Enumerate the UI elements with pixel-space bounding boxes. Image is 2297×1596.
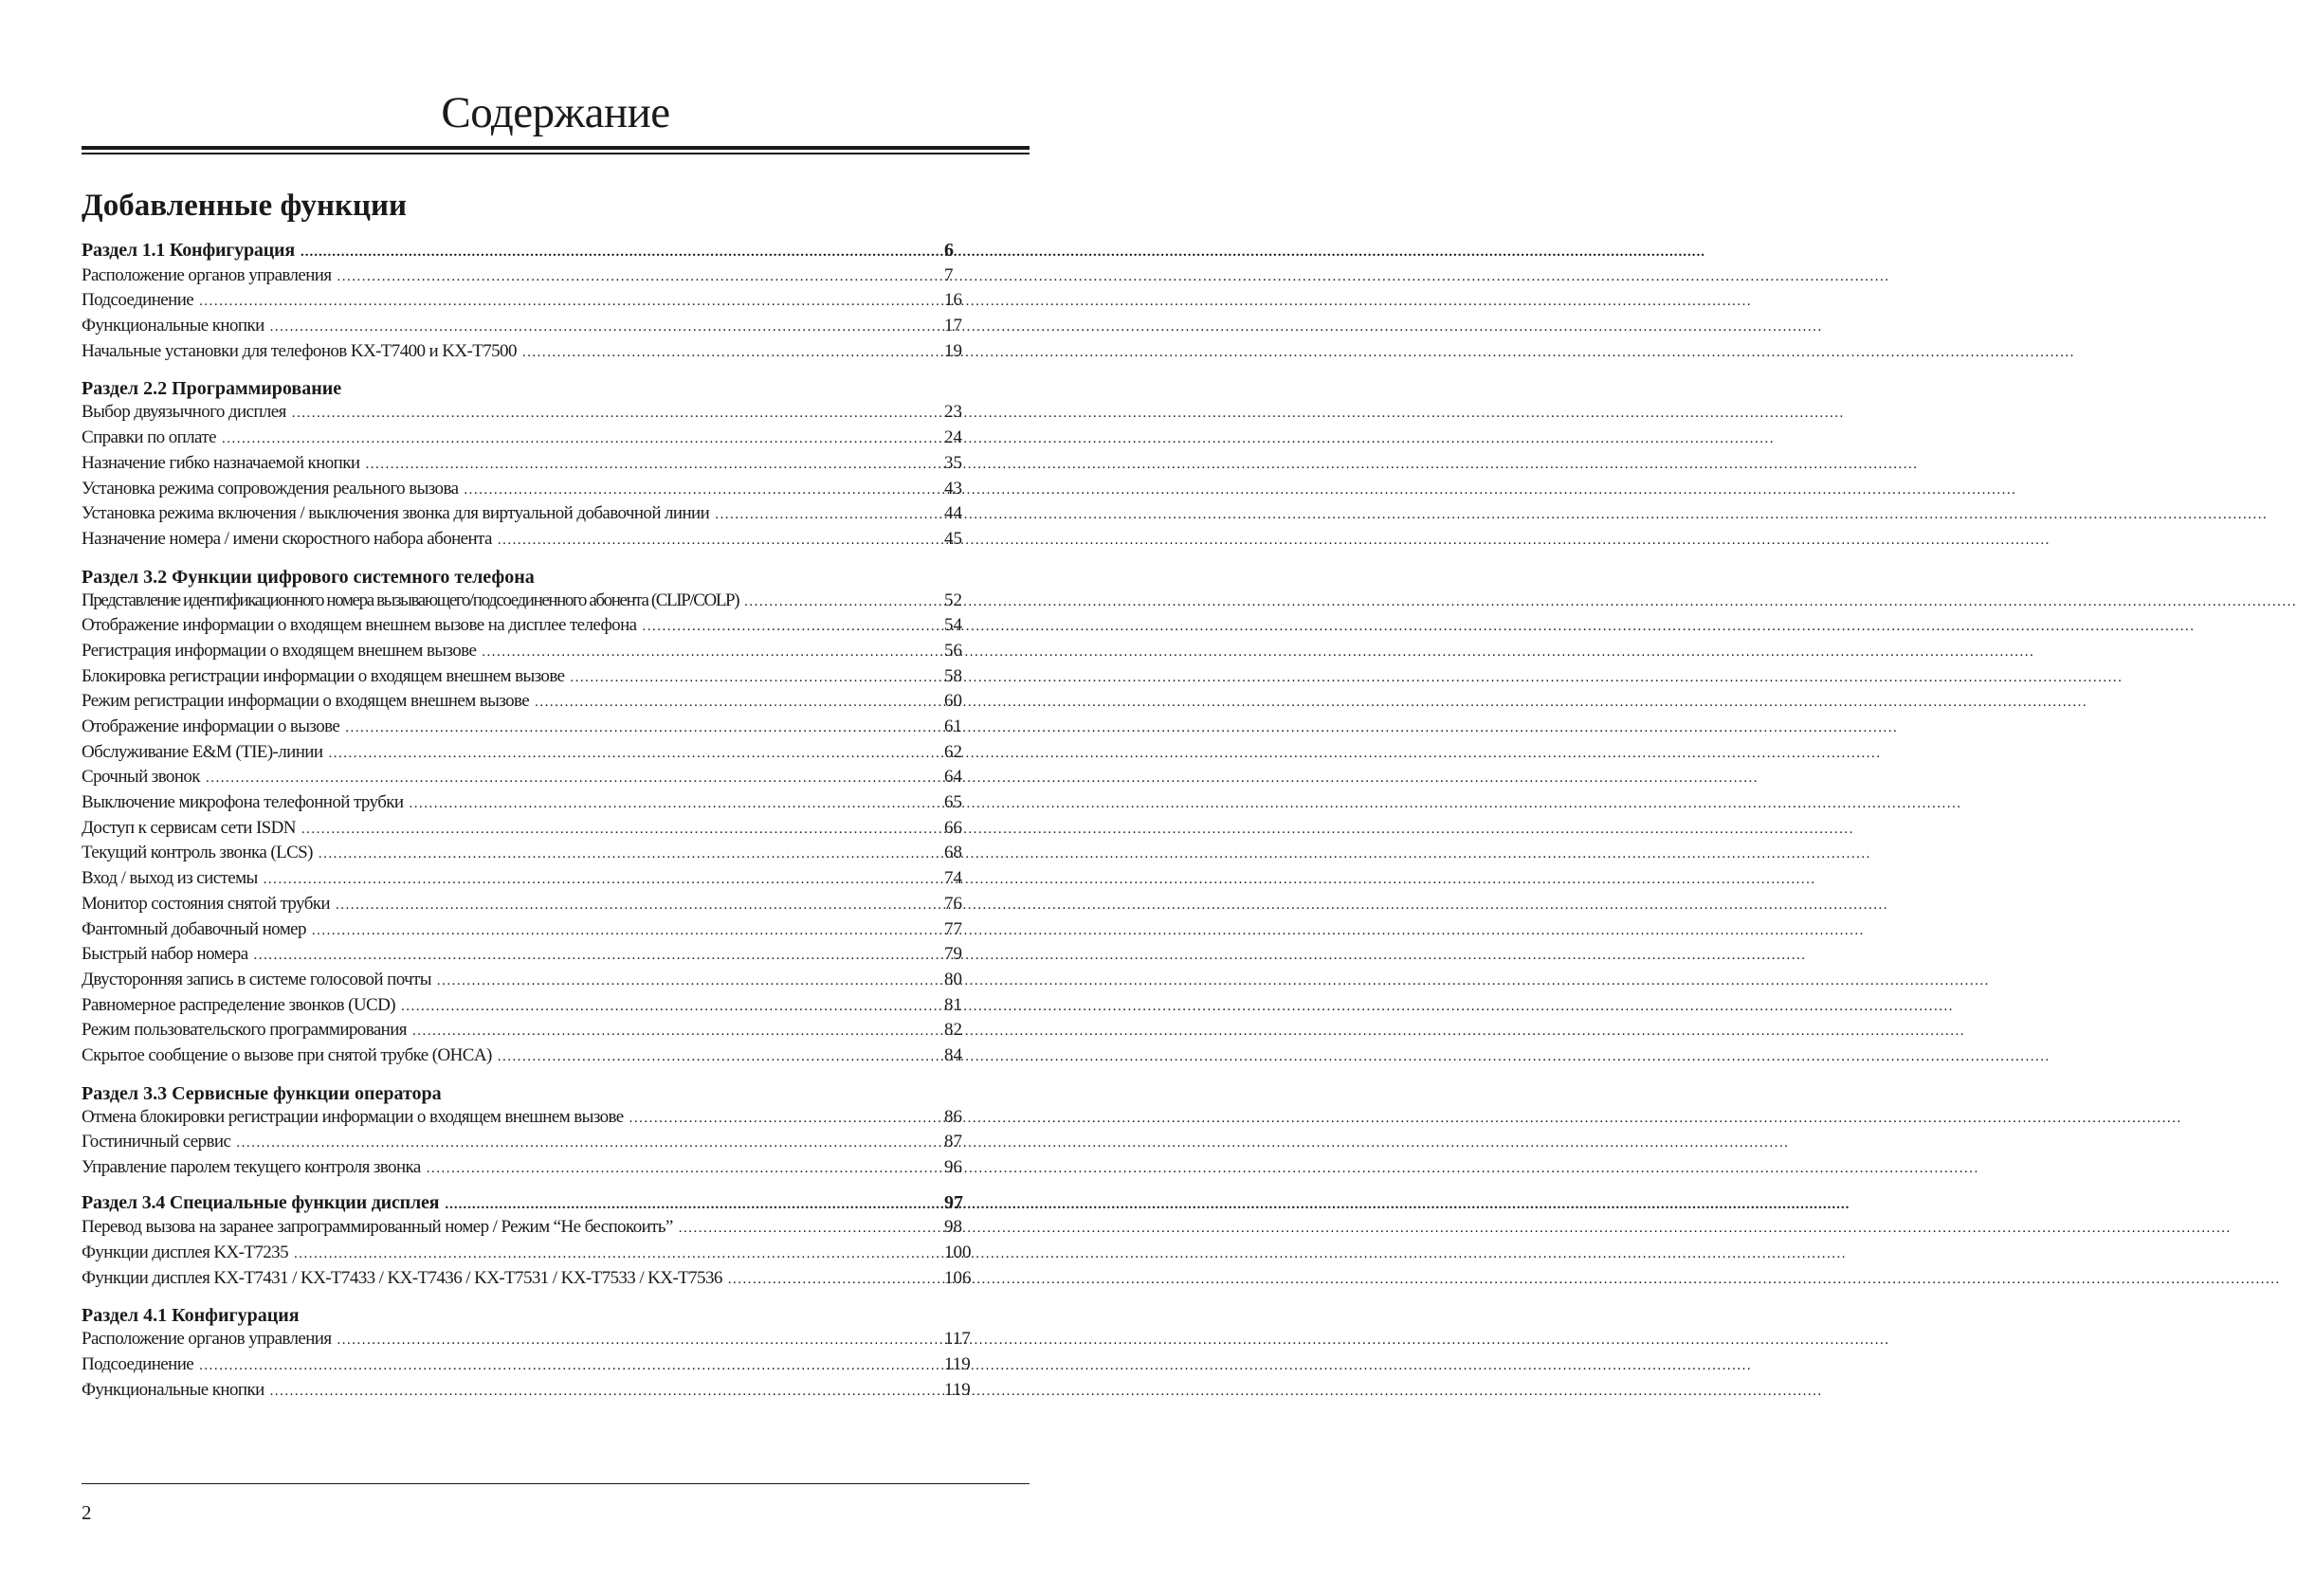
toc-entry-title: Быстрый набор номера xyxy=(82,944,248,965)
toc-page-number: 60 xyxy=(944,691,962,712)
toc-entry-title: Начальные установки для телефонов KX-T7400 и KX-T7500 xyxy=(82,340,517,361)
toc-leader-dots xyxy=(498,533,939,549)
toc-entry-title: Расположение органов управления xyxy=(82,264,332,285)
toc-entry-title: Установка режима сопровождения реального вызова xyxy=(82,478,459,499)
toc-entry[interactable] xyxy=(82,868,978,894)
toc-page-number: 45 xyxy=(944,528,962,549)
toc-page-number: 81 xyxy=(944,994,962,1015)
toc-leader-dots xyxy=(319,846,939,862)
toc-page-number: 119 xyxy=(944,1379,971,1400)
toc-entry-title: Справки по оплате xyxy=(82,427,216,448)
toc-entry[interactable] xyxy=(82,818,978,843)
toc-entry[interactable] xyxy=(82,1242,978,1268)
toc-entry-title: Блокировка регистрации информации о входящем внешнем вызове xyxy=(82,665,565,686)
toc-entry[interactable] xyxy=(82,944,978,970)
toc-entry-title: Двусторонняя запись в системе голосовой почты xyxy=(82,969,431,989)
toc-entry[interactable] xyxy=(82,767,978,792)
toc-leader-dots xyxy=(728,1272,939,1288)
toc-leader-dots xyxy=(365,457,939,473)
toc-page-number: 77 xyxy=(944,918,962,939)
toc-entry-title: Расположение органов управления xyxy=(82,1329,332,1350)
toc-leader-dots xyxy=(206,771,939,787)
toc-entry[interactable] xyxy=(82,1329,978,1354)
toc-entry-title: Назначение номера / имени скоростного набора абонента xyxy=(82,528,492,549)
toc-page-number: 100 xyxy=(944,1242,972,1263)
toc-entry-title: Режим регистрации информации о входящем внешнем вызове xyxy=(82,691,530,712)
toc-leader-dots xyxy=(535,695,939,711)
toc-leader-dots xyxy=(642,619,939,635)
toc-entry-title: Выбор двуязычного дисплея xyxy=(82,402,286,423)
toc-page-number: 97 xyxy=(944,1191,963,1213)
toc-entry-title: Представление идентификационного номера вызывающего/подсоединенного абонента (CLIP/COLP) xyxy=(82,589,739,610)
toc-entry-title: Фантомный добавочный номер xyxy=(82,918,306,939)
toc-entry-title: Доступ к сервисам сети ISDN xyxy=(82,817,296,838)
toc-entry[interactable] xyxy=(82,1045,978,1071)
toc-entry-title: Назначение гибко назначаемой кнопки xyxy=(82,452,360,473)
toc-page-number: 87 xyxy=(944,1132,962,1152)
toc-page-number: 84 xyxy=(944,1044,962,1065)
toc-section-heading: Раздел 2.2 Программирование xyxy=(82,378,342,400)
toc-leader-dots xyxy=(482,644,939,661)
toc-leader-dots xyxy=(337,1333,939,1349)
toc-page-number: 86 xyxy=(944,1106,962,1127)
toc-leader-dots xyxy=(345,720,939,736)
toc-page-number: 80 xyxy=(944,969,962,989)
toc-leader-dots xyxy=(270,319,939,336)
toc-section xyxy=(82,375,978,553)
toc-leader-dots xyxy=(445,1197,939,1213)
toc-entry[interactable] xyxy=(82,1380,978,1406)
toc-leader-dots xyxy=(409,796,939,812)
toc-entry[interactable] xyxy=(82,265,978,291)
toc-entry-title: Функции дисплея KX-T7431 / KX-T7433 / KX-T7436 / KX-T7531 / KX-T7533 / KX-T7536 xyxy=(82,1267,722,1288)
toc-leader-dots xyxy=(744,594,939,610)
toc-entry-title: Режим пользовательского программирования xyxy=(82,1020,407,1041)
toc-leader-dots xyxy=(464,482,939,499)
toc-leader-dots xyxy=(715,507,939,523)
toc-entry[interactable] xyxy=(82,1354,978,1380)
toc-leader-dots xyxy=(264,872,939,888)
toc-page-number: 117 xyxy=(944,1329,971,1350)
toc-entry-title: Функциональные кнопки xyxy=(82,1379,264,1400)
toc-entry[interactable] xyxy=(82,1107,978,1133)
toc-leader-dots xyxy=(427,1161,939,1177)
toc-entry[interactable] xyxy=(82,995,978,1021)
toc-page-number: 96 xyxy=(944,1157,962,1177)
toc-entry[interactable] xyxy=(82,590,978,616)
table-of-contents xyxy=(82,240,978,1415)
toc-section-heading: Раздел 3.2 Функции цифрового системного телефона xyxy=(82,566,535,588)
toc-leader-dots xyxy=(522,345,939,361)
toc-entry[interactable] xyxy=(82,529,978,554)
toc-leader-dots xyxy=(401,999,939,1015)
toc-entry[interactable] xyxy=(82,1020,978,1045)
toc-leader-dots xyxy=(270,1384,939,1400)
toc-entry-title: Равномерное распределение звонков (UCD) xyxy=(82,994,395,1015)
toc-leader-dots xyxy=(337,269,939,285)
toc-page-number: 82 xyxy=(944,1020,962,1041)
toc-entry-title: Отображение информации о входящем внешнем вызове на дисплее телефона xyxy=(82,615,637,636)
toc-leader-dots xyxy=(570,670,939,686)
toc-entry-title: Управление паролем текущего контроля звонка xyxy=(82,1157,421,1177)
toc-page-number: 52 xyxy=(944,589,962,610)
page-title: Содержание xyxy=(441,88,670,137)
toc-page-number: 61 xyxy=(944,716,962,736)
toc-section-heading[interactable] xyxy=(82,240,978,265)
toc-leader-dots xyxy=(312,923,939,939)
toc-leader-dots xyxy=(222,431,939,447)
toc-entry-title: Подсоединение xyxy=(82,290,194,311)
toc-page-number: 23 xyxy=(944,402,962,423)
toc-leader-dots xyxy=(498,1049,939,1065)
toc-entry-title: Перевод вызова на заранее запрограммированный номер / Режим “Не беспокоить” xyxy=(82,1217,673,1238)
toc-leader-dots xyxy=(199,1358,939,1374)
toc-entry[interactable] xyxy=(82,919,978,945)
toc-page-number: 106 xyxy=(944,1267,972,1288)
toc-page-number: 68 xyxy=(944,843,962,863)
toc-entry-title: Скрытое сообщение о вызове при снятой трубке (OHCA) xyxy=(82,1044,492,1065)
toc-leader-dots xyxy=(629,1111,939,1127)
toc-entry[interactable] xyxy=(82,716,978,742)
toc-page-number: 74 xyxy=(944,868,962,889)
toc-entry-title: Отмена блокировки регистрации информации о входящем внешнем вызове xyxy=(82,1106,624,1127)
toc-entry[interactable] xyxy=(82,666,978,692)
toc-entry[interactable] xyxy=(82,970,978,995)
toc-page-number: 98 xyxy=(944,1217,962,1238)
toc-page-number: 56 xyxy=(944,640,962,661)
toc-entry[interactable] xyxy=(82,1268,978,1294)
toc-entry-title: Подсоединение xyxy=(82,1354,194,1375)
toc-entry-title: Установка режима включения / выключения звонка для виртуальной добавочной линии xyxy=(82,503,710,524)
toc-entry[interactable] xyxy=(82,290,978,316)
toc-page-number: 6 xyxy=(944,240,954,261)
toc-page-number: 24 xyxy=(944,427,962,448)
toc-entry-title: Вход / выход из системы xyxy=(82,868,258,889)
toc-section xyxy=(82,1302,978,1405)
toc-entry-title: Монитор состояния снятой трубки xyxy=(82,893,330,914)
toc-section xyxy=(82,564,978,1071)
toc-entry[interactable] xyxy=(82,615,978,641)
toc-entry[interactable] xyxy=(82,402,978,427)
toc-entry-title: Текущий контроль звонка (LCS) xyxy=(82,843,313,863)
toc-entry-title: Срочный звонок xyxy=(82,767,200,788)
toc-section-heading[interactable] xyxy=(82,1192,978,1218)
toc-entry[interactable] xyxy=(82,427,978,453)
toc-page-number: 79 xyxy=(944,944,962,965)
toc-leader-dots xyxy=(301,822,939,838)
toc-entry[interactable] xyxy=(82,641,978,666)
toc-entry[interactable] xyxy=(82,1157,978,1183)
toc-entry-title: Функциональные кнопки xyxy=(82,316,264,336)
toc-section xyxy=(82,1080,978,1183)
toc-leader-dots xyxy=(292,406,939,422)
title-divider-thin xyxy=(82,153,1030,154)
title-divider-thick xyxy=(82,146,1030,150)
toc-page-number: 58 xyxy=(944,665,962,686)
toc-section-heading: Раздел 4.1 Конфигурация xyxy=(82,1305,300,1327)
toc-section xyxy=(82,240,978,366)
toc-entry[interactable] xyxy=(82,503,978,529)
toc-entry[interactable] xyxy=(82,453,978,479)
toc-page-number: 7 xyxy=(944,264,954,285)
toc-leader-dots xyxy=(328,746,939,762)
toc-section xyxy=(82,1192,978,1294)
toc-leader-dots xyxy=(294,1246,939,1262)
toc-entry[interactable] xyxy=(82,894,978,919)
toc-page-number: 76 xyxy=(944,893,962,914)
toc-page-number: 17 xyxy=(944,316,962,336)
toc-section-heading: Раздел 3.3 Сервисные функции оператора xyxy=(82,1082,442,1104)
toc-page-number: 62 xyxy=(944,741,962,762)
toc-section-heading-text: Раздел 3.4 Специальные функции дисплея xyxy=(82,1191,440,1213)
toc-entry-title: Отображение информации о вызове xyxy=(82,716,340,736)
toc-page-number: 119 xyxy=(944,1354,971,1375)
toc-page-number: 65 xyxy=(944,792,962,813)
toc-leader-dots xyxy=(301,245,939,261)
toc-page-number: 66 xyxy=(944,817,962,838)
toc-entry-title: Регистрация информации о входящем внешнем вызове xyxy=(82,640,477,661)
toc-page-number: 64 xyxy=(944,767,962,788)
toc-page-number: 35 xyxy=(944,452,962,473)
toc-entry-title: Выключение микрофона телефонной трубки xyxy=(82,792,404,813)
toc-leader-dots xyxy=(437,973,939,989)
toc-entry[interactable] xyxy=(82,742,978,768)
toc-leader-dots xyxy=(236,1135,939,1152)
toc-page-number: 43 xyxy=(944,478,962,499)
toc-entry[interactable] xyxy=(82,1132,978,1157)
toc-leader-dots xyxy=(199,294,939,310)
toc-entry[interactable] xyxy=(82,691,978,716)
toc-page-number: 16 xyxy=(944,290,962,311)
page-number: 2 xyxy=(82,1501,92,1524)
main-heading: Добавленные функции xyxy=(82,189,408,223)
toc-entry-title: Гостиничный сервис xyxy=(82,1132,231,1152)
toc-entry[interactable] xyxy=(82,1217,978,1242)
footer-divider xyxy=(82,1483,1030,1484)
toc-page-number: 54 xyxy=(944,615,962,636)
toc-entry[interactable] xyxy=(82,479,978,504)
toc-entry[interactable] xyxy=(82,843,978,868)
toc-entry[interactable] xyxy=(82,792,978,818)
toc-section-heading-text: Раздел 1.1 Конфигурация xyxy=(82,240,295,261)
toc-entry-title: Функции дисплея KX-T7235 xyxy=(82,1242,288,1263)
toc-leader-dots xyxy=(254,948,939,964)
toc-leader-dots xyxy=(679,1221,939,1237)
toc-leader-dots xyxy=(336,898,939,914)
toc-page-number: 19 xyxy=(944,340,962,361)
toc-entry[interactable] xyxy=(82,316,978,341)
toc-entry[interactable] xyxy=(82,341,978,367)
toc-entry-title: Обслуживание E&M (TIE)-линии xyxy=(82,741,323,762)
toc-page-number: 44 xyxy=(944,503,962,524)
toc-leader-dots xyxy=(412,1024,939,1040)
